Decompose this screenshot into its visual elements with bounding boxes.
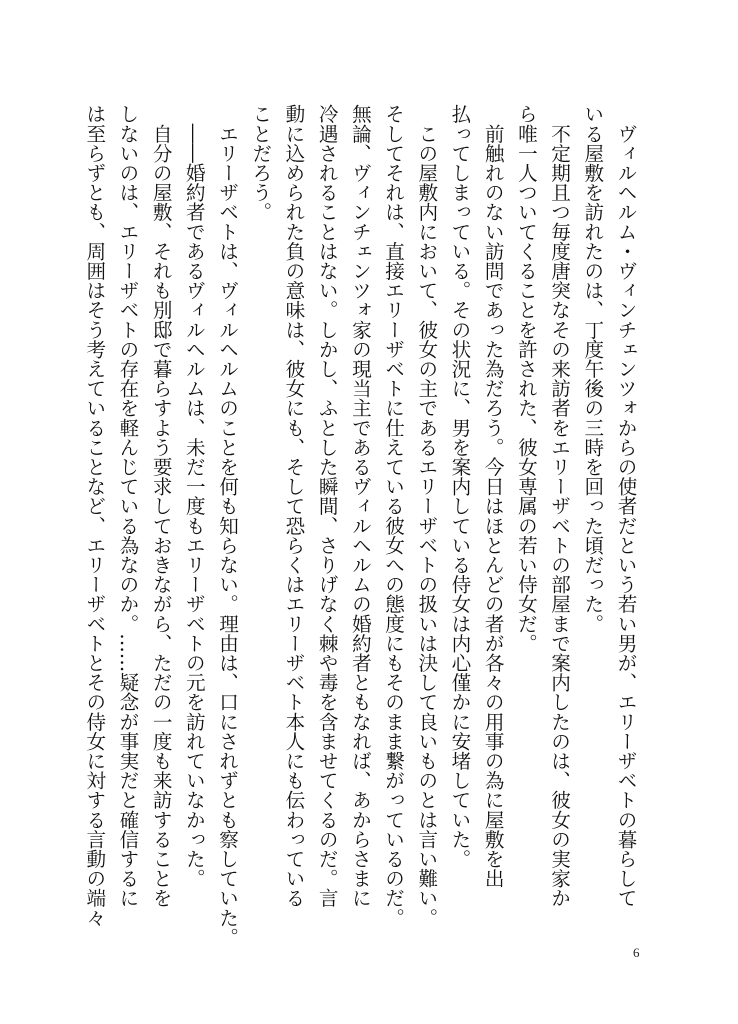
text-line: 冷遇されることはない。しかし、ふとした瞬間、さりげなく棘や毒を含ませてくるのだ。言 <box>315 104 339 908</box>
text-line: 無論、ヴィンチェンツォ家の現当主であるヴィルヘルムの婚約者ともなれば、あからさまに <box>348 104 372 908</box>
text-line: ヴィルヘルム・ヴィンチェンツォからの使者だという若い男が、エリーザベトの暮らして <box>614 104 637 908</box>
text-line: は至らずとも、周囲はそう考えていることなど、エリーザベトとその侍女に対する言動の端々 <box>82 104 106 928</box>
text-line: ら唯一人ついてくることを許された、彼女専属の若い侍女だ。 <box>514 104 538 653</box>
body-text <box>82 104 642 947</box>
text-line: 自分の屋敷、それも別邸で暮らすよう要求しておきながら、ただの一度も来訪することを <box>149 104 173 908</box>
text-line: エリーザベトは、ヴィルヘルムのことを何も知らない。理由は、口にされずとも察していた。 <box>215 104 239 947</box>
text-line: しないのは、エリーザベトの存在を軽んじている為なのか。……疑念が事実だと確信するに <box>115 104 139 908</box>
page-number: 6 <box>633 945 640 960</box>
text-line: 前触れのない訪問であった為だろう。今日はほとんどの者が各々の用事の為に屋敷を出 <box>481 104 505 888</box>
text-line: この屋敷内において、彼女の主であるエリーザベトの扱いは決して良いものとは言い難い。 <box>414 104 438 928</box>
text-line: そしてそれは、直接エリーザベトに仕えている彼女への態度にもそのまま繋がっているのだ。 <box>381 104 405 928</box>
text-line: 払ってしまっている。その状況に、男を案内している侍女は内心僅かに安堵していた。 <box>447 104 471 869</box>
text-line: 不定期且つ毎度唐突なその来訪者をエリーザベトの部屋まで案内したのは、彼女の実家か <box>547 104 571 908</box>
text-line: ――婚約者であるヴィルヘルムは、未だ一度もエリーザベトの元を訪れていなかった。 <box>182 104 206 888</box>
text-line: ことだろう。 <box>248 104 272 222</box>
text-line: 動に込められた負の意味は、彼女にも、そして恐らくはエリーザベト本人にも伝わっている <box>281 104 305 908</box>
text-line: いる屋敷を訪れたのは、丁度午後の三時を回った頃だった。 <box>580 104 604 634</box>
